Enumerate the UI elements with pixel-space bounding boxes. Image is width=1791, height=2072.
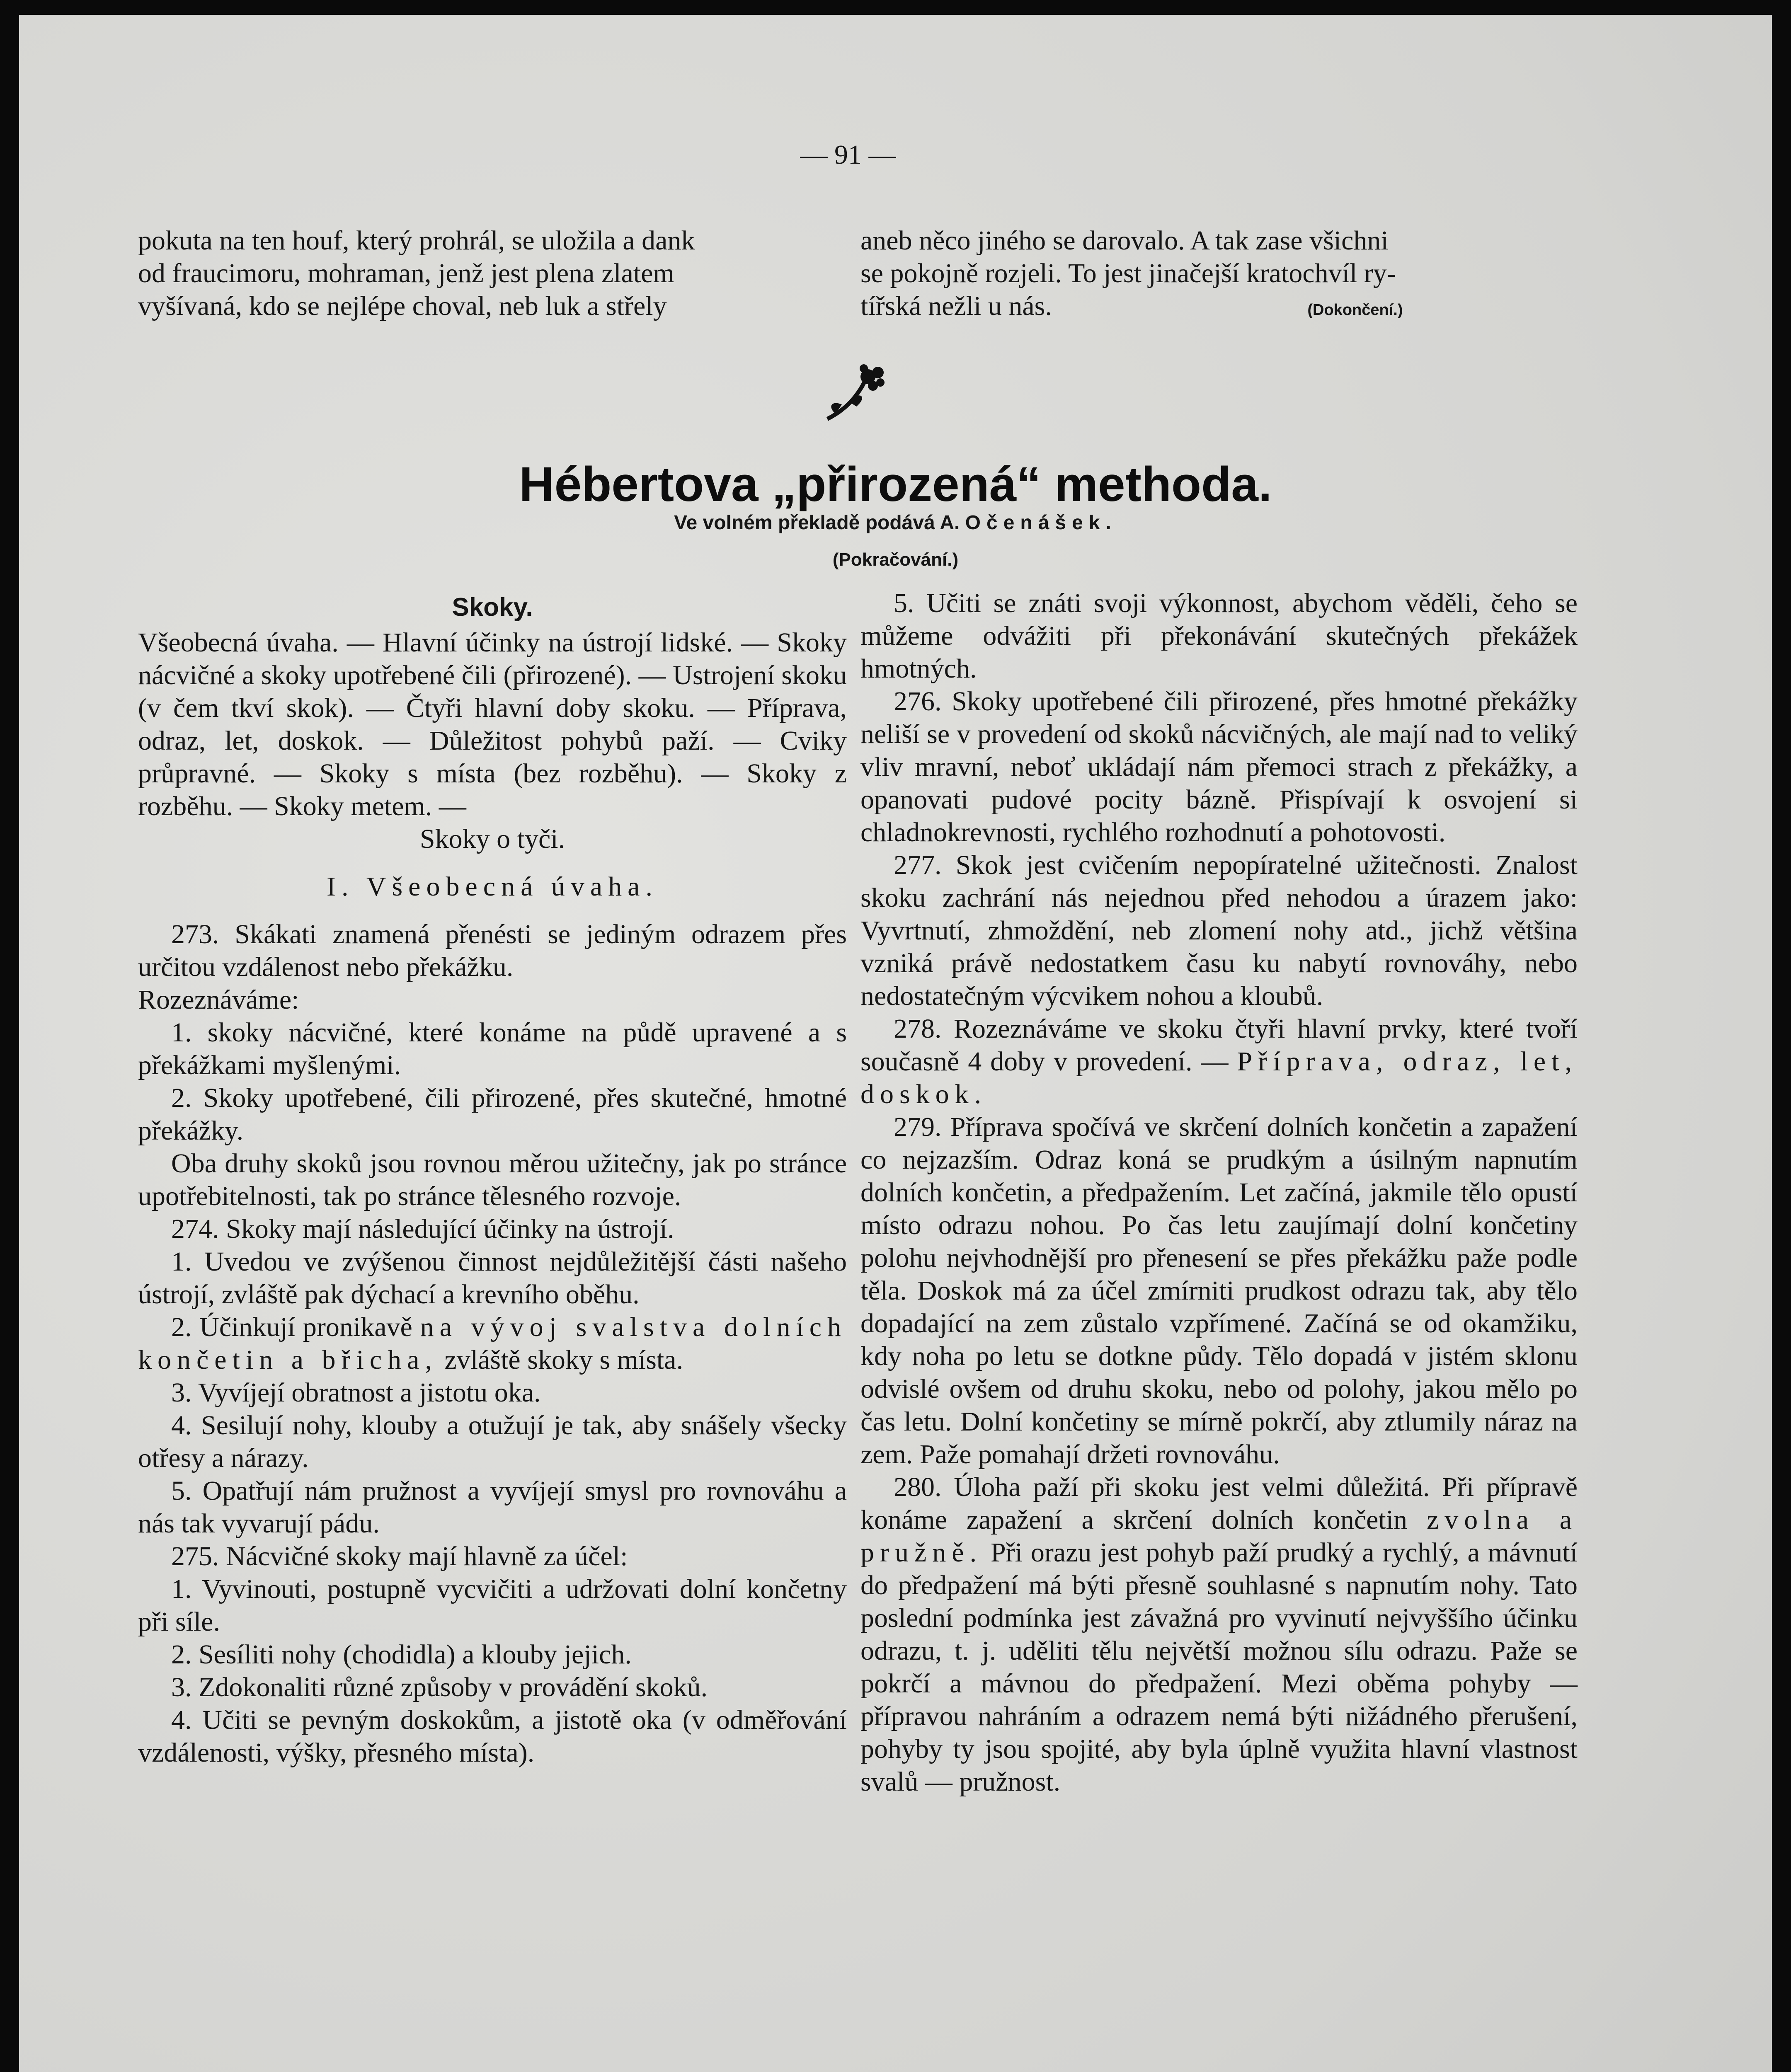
- paragraph-275-1: 1. Vyvinouti, postupně vycvičiti a udržovati dolní končetny při síle.: [138, 1574, 847, 1637]
- paragraph-274: 274. Skoky mají následující účinky na ústrojí.: [171, 1214, 674, 1244]
- prev-article-left: [138, 224, 847, 322]
- prev-right-line-1: aneb něco jiného se darovalo. A tak zase všichni: [860, 225, 1389, 256]
- paragraph-274-5: 5. Opatřují nám pružnost a vyvíjejí smysl pro rovnováhu a nás tak vyvarují pádu.: [138, 1476, 847, 1539]
- prev-article-right: [860, 224, 1586, 327]
- summary-end: Skoky o tyči.: [419, 824, 565, 854]
- left-column: [138, 591, 847, 1769]
- p278-spaced: Příprava, odraz, let, doskok.: [860, 1046, 1578, 1109]
- paragraph-275-2: 2. Sesíliti nohy (chodidla) a klouby jejich.: [171, 1639, 632, 1670]
- p274-2-spaced: na vývoj svalstva dolních končetin a břicha,: [138, 1312, 847, 1375]
- section-title: I. Všeobecná úvaha.: [327, 871, 658, 902]
- p280-spaced: zvolna a pružně.: [860, 1505, 1578, 1568]
- paragraph-280: [860, 1471, 1578, 1798]
- prev-right-line-2: se pokojně rozjeli. To jest jinačejší kratochvíl ry-: [860, 258, 1396, 288]
- article-title: Hébertova „přirozená“ methoda.: [519, 457, 1272, 512]
- prev-right-line-3-text: tířská nežli u nás.: [860, 291, 1052, 321]
- paragraph-275-5: 5. Učiti se znáti svoji výkonnost, abychom věděli, čeho se můžeme odvážiti při překonávání skutečných překážek hmotných.: [860, 588, 1578, 684]
- paragraph-279: 279. Příprava spočívá ve skrčení dolních končetin a zapažení co nejzazším. Odraz koná se prudkým a úsilným napnutím dolních končetin, a předpažením. Let začíná, jakmile tělo opustí místo odrazu nohou. Po čas letu zaujímají dolní končetiny polohu nejvhodnější pro přenesení se přes překážku paže podle těla. Doskok má za účel zmírniti prudkost odrazu tak, aby tělo dopadající na zem zůstalo vzpřímené. Začíná se od okamžiku, kdy noha po letu se dotkne půdy. Tělo dopadá v jistém sklonu odvislé ovšem od druhu skoku, nebo od polohy, jakou mělo po čas letu. Dolní končetiny se mírně pokrčí, aby ztlumily náraz na zem. Paže pomahají držeti rovnováhu.: [860, 1112, 1578, 1469]
- flower-ornament-icon: [819, 361, 894, 427]
- paragraph-274-2: [138, 1311, 847, 1376]
- continuation-note: (Pokračování.): [832, 549, 959, 570]
- paragraph-275-4: 4. Učiti se pevným doskokům, a jistotě oka (v odměřování vzdálenosti, výšky, přesného místa).: [138, 1705, 847, 1768]
- paragraph-276: 276. Skoky upotřebené čili přirozené, přes hmotné překážky neliší se v provedení od skoků nácvičných, ale mají nad to veliký vliv mravní, neboť ukládají nám přemoci strach z překážky, a opanovati pudové pocity bázně. Přispívají k osvojení si chladnokrevnosti, rychlého rozhodnutí a pohotovosti.: [860, 686, 1578, 847]
- section-heading-skoky: Skoky.: [452, 593, 533, 622]
- paragraph-oba: Oba druhy skoků jsou rovnou měrou užitečny, jak po stránce upotřebitelnosti, tak po stránce tělesného rozvoje.: [138, 1148, 847, 1211]
- prev-right-line-3: [860, 290, 1586, 327]
- prev-left-line-3: vyšívaná, kdo se nejlépe choval, neb luk a střely: [138, 291, 667, 321]
- paragraph-275: 275. Nácvičné skoky mají hlavně za účel:: [171, 1541, 628, 1571]
- article-byline: [19, 511, 1772, 534]
- paragraph-273-1: 1. skoky nácvičné, které konáme na půdě upravené a s překážkami myšlenými.: [138, 1017, 847, 1080]
- prev-left-line-2: od fraucimoru, mohraman, jenž jest plena zlatem: [138, 258, 674, 288]
- p280-start: 280. Úloha paží při skoku jest velmi důležitá. Při přípravě konáme zapažení a skrčení dolních končetin: [860, 1472, 1578, 1535]
- paragraph-275-3: 3. Zdokonaliti různé způsoby v provádění skoků.: [171, 1672, 708, 1702]
- paragraph-277: 277. Skok jest cvičením nepopíratelné užitečnosti. Znalost skoku zachrání nás nejednou před nehodou a úrazem jako: Vyvrtnutí, zhmoždění, neb zlomení nohy atd., jichž většina vzniká právě nedostatkem času ku nabytí rovnováhy, nebo nedostatečným výcvikem nohou a kloubů.: [860, 850, 1578, 1011]
- prev-left-line-1: pokuta na ten houf, který prohrál, se uložila a dank: [138, 225, 695, 256]
- summary: Všeobecná úvaha. — Hlavní účinky na ústrojí lidské. — Skoky nácvičné a skoky upotřebené čili (přirozené). — Ustrojení skoku (v čem tkví skok). — Čtyři hlavní doby skoku. — Příprava, odraz, let, doskok. — Důležitost pohybů paží. — Cviky průpravné. — Skoky s místa (bez rozběhu). — Skoky z rozběhu. — Skoky metem. —: [138, 627, 847, 821]
- paragraph-274-1: 1. Uvedou ve zvýšenou činnost nejdůležitější části našeho ústrojí, zvláště pak dýchací a krevního oběhu.: [138, 1247, 847, 1310]
- p274-2-start: 2. Účinkují pronikavě: [171, 1312, 412, 1342]
- paragraph-274-3: 3. Vyvíjejí obratnost a jistotu oka.: [171, 1377, 541, 1408]
- rozeznavame: Rozeznáváme:: [138, 985, 299, 1015]
- byline-author: Očenášek.: [965, 512, 1117, 534]
- page-number: — 91 —: [800, 140, 896, 170]
- p274-2-end: zvláště skoky s místa.: [444, 1345, 683, 1375]
- document-page: [19, 15, 1772, 2072]
- paragraph-273-2: 2. Skoky upotřebené, čili přirozené, přes skutečné, hmotné překážky.: [138, 1083, 847, 1146]
- right-column: [860, 587, 1578, 1798]
- paragraph-273: 273. Skákati znamená přenésti se jediným odrazem přes určitou vzdálenost nebo překážku.: [138, 919, 847, 982]
- paragraph-278: [860, 1012, 1578, 1111]
- ending-note: (Dokončení.): [1307, 301, 1403, 319]
- byline-prefix: Ve volném překladě podává A.: [674, 512, 960, 534]
- p280-end: Při orazu jest pohyb paží prudký a rychlý, a mávnutí do předpažení má býti přesně souhlasné s napnutím nohy. Tato poslední podmínka jest závažná pro vyvinutí nejvyššího účinku odrazu, t. j. uděliti tělu největší možnou sílu odrazu. Paže se pokrčí a mávnou do předpažení. Mezi oběma pohyby — přípravou nahráním a odrazem nemá býti nižádného přerušení, pohyby ty jsou spojité, aby byla úplně využita hlavní vlastnost svalů — pružnost.: [860, 1537, 1578, 1797]
- paragraph-274-4: 4. Sesilují nohy, klouby a otužují je tak, aby snášely všecky otřesy a nárazy.: [138, 1410, 847, 1473]
- p278-text: 278. Rozeznáváme ve skoku čtyři hlavní prvky, které tvoří současně 4 doby v provedení. —: [860, 1014, 1578, 1077]
